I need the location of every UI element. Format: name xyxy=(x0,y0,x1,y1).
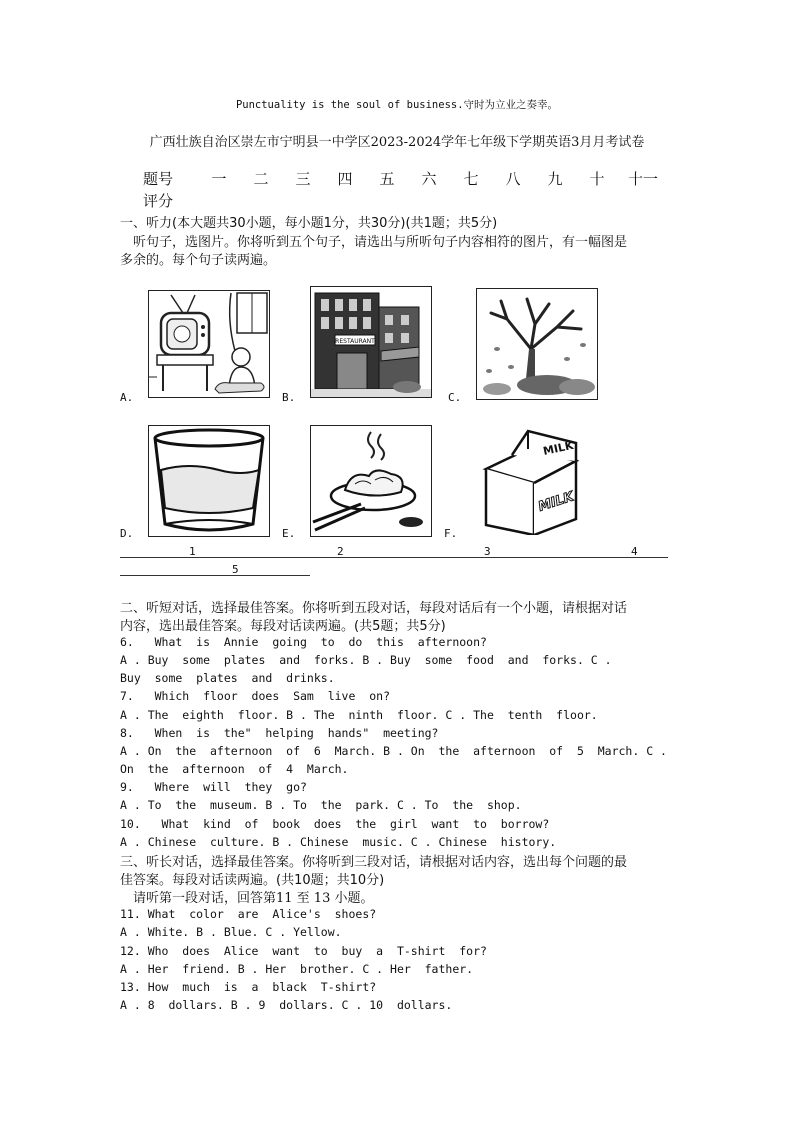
question-column-9: 九 xyxy=(547,170,563,188)
picture-f-label: F. xyxy=(444,527,458,540)
question-8: 8. When is the" helping hands" meeting? xyxy=(120,726,439,740)
tv-and-boy-picture xyxy=(149,291,269,397)
picture-e xyxy=(310,425,432,537)
picture-d-label: D. xyxy=(120,527,134,540)
milk-carton-picture xyxy=(472,425,588,535)
dumplings-picture xyxy=(311,426,431,536)
section-1-instruction-line-1: 听句子，选图片。你将听到五个句子，请选出与所听句子内容相符的图片，有一幅图是 xyxy=(133,235,628,250)
picture-e-label: E. xyxy=(282,527,296,540)
page-motto: Punctuality is the soul of business.守时为立业之奏幸。 xyxy=(235,99,559,111)
glass-of-water-picture xyxy=(149,426,269,536)
milk-carton-top-text: MILK xyxy=(541,438,575,458)
picture-d xyxy=(148,425,270,537)
question-9: 9. Where will they go? xyxy=(120,780,307,794)
section-1-instruction-line-2: 多余的。每个句子读两遍。 xyxy=(120,253,277,268)
question-8-options: A . On the afternoon of 6 March. B . On the afternoon of 5 March. C . xyxy=(120,744,667,758)
blank-number-3: 3 xyxy=(484,545,491,558)
score-label: 评分 xyxy=(143,192,174,210)
restaurant-sign-text: RESTAURANT xyxy=(335,338,375,345)
picture-a xyxy=(148,290,270,398)
section-3-instruction: 请听第一段对话，回答第11 至 13 小题。 xyxy=(133,891,374,906)
question-7-options: A . The eighth floor. B . The ninth floor. C . The tenth floor. xyxy=(120,708,598,722)
picture-c-label: C. xyxy=(448,391,462,404)
question-column-2: 二 xyxy=(253,170,269,188)
question-13-options: A . 8 dollars. B . 9 dollars. C . 10 dollars. xyxy=(120,998,453,1012)
question-6-options-cont: Buy some plates and drinks. xyxy=(120,671,335,685)
blank-number-2: 2 xyxy=(337,545,344,558)
question-10: 10. What kind of book does the girl want to borrow? xyxy=(120,817,550,831)
score-table-header-row xyxy=(143,168,668,189)
question-column-3: 三 xyxy=(295,170,311,188)
picture-b xyxy=(310,286,432,398)
question-column-6: 六 xyxy=(421,170,437,188)
question-11: 11. What color are Alice's shoes? xyxy=(120,907,377,921)
answer-blank-line-1[interactable] xyxy=(120,557,668,558)
question-column-10: 十 xyxy=(589,170,605,188)
question-column-7: 七 xyxy=(463,170,479,188)
question-12: 12. Who does Alice want to buy a T-shirt for? xyxy=(120,944,487,958)
section-3-heading-line-2: 佳答案。每段对话读两遍。(共10题；共10分) xyxy=(120,873,385,888)
question-8-options-cont: On the afternoon of 4 March. xyxy=(120,762,349,776)
question-6: 6. What is Annie going to do this afternoon? xyxy=(120,635,487,649)
question-13: 13. How much is a black T-shirt? xyxy=(120,980,377,994)
question-10-options: A . Chinese culture. B . Chinese music. C . Chinese history. xyxy=(120,835,557,849)
blank-number-5: 5 xyxy=(232,563,239,576)
picture-a-label: A. xyxy=(120,391,134,404)
answer-blank-line-2[interactable] xyxy=(120,575,310,576)
question-column-4: 四 xyxy=(337,170,353,188)
question-column-1: 一 xyxy=(211,170,227,188)
restaurant-building-picture xyxy=(311,287,431,397)
question-11-options: A . White. B . Blue. C . Yellow. xyxy=(120,925,342,939)
blank-number-1: 1 xyxy=(189,545,196,558)
question-column-8: 八 xyxy=(505,170,521,188)
section-3-heading-line-1: 三、听长对话，选择最佳答案。你将听到三段对话，请根据对话内容，选出每个问题的最 xyxy=(120,855,628,870)
question-9-options: A . To the museum. B . To the park. C . To the shop. xyxy=(120,798,522,812)
picture-b-label: B. xyxy=(282,391,296,404)
tree-picture xyxy=(477,289,597,399)
section-2-heading-line-2: 内容，选出最佳答案。每段对话读两遍。(共5题；共5分) xyxy=(120,619,446,634)
question-number-label: 题号 xyxy=(143,170,174,188)
milk-carton-side-text: MILK xyxy=(536,489,576,515)
blank-number-4: 4 xyxy=(631,545,638,558)
question-7: 7. Which floor does Sam live on? xyxy=(120,689,391,703)
section-2-heading-line-1: 二、听短对话，选择最佳答案。你将听到五段对话，每段对话后有一个小题，请根据对话 xyxy=(120,601,628,616)
picture-f xyxy=(472,425,588,535)
section-1-heading: 一、听力(本大题共30小题，每小题1分，共30分)(共1题；共5分) xyxy=(120,216,498,231)
question-column-11: 十一 xyxy=(627,170,658,188)
question-6-options: A . Buy some plates and forks. B . Buy some food and forks. C . xyxy=(120,653,612,667)
exam-title: 广西壮族自治区崇左市宁明县一中学区2023-2024学年七年级下学期英语3月月考试卷 xyxy=(149,135,645,150)
question-12-options: A . Her friend. B . Her brother. C . Her father. xyxy=(120,962,474,976)
picture-c xyxy=(476,288,598,400)
question-column-5: 五 xyxy=(379,170,395,188)
